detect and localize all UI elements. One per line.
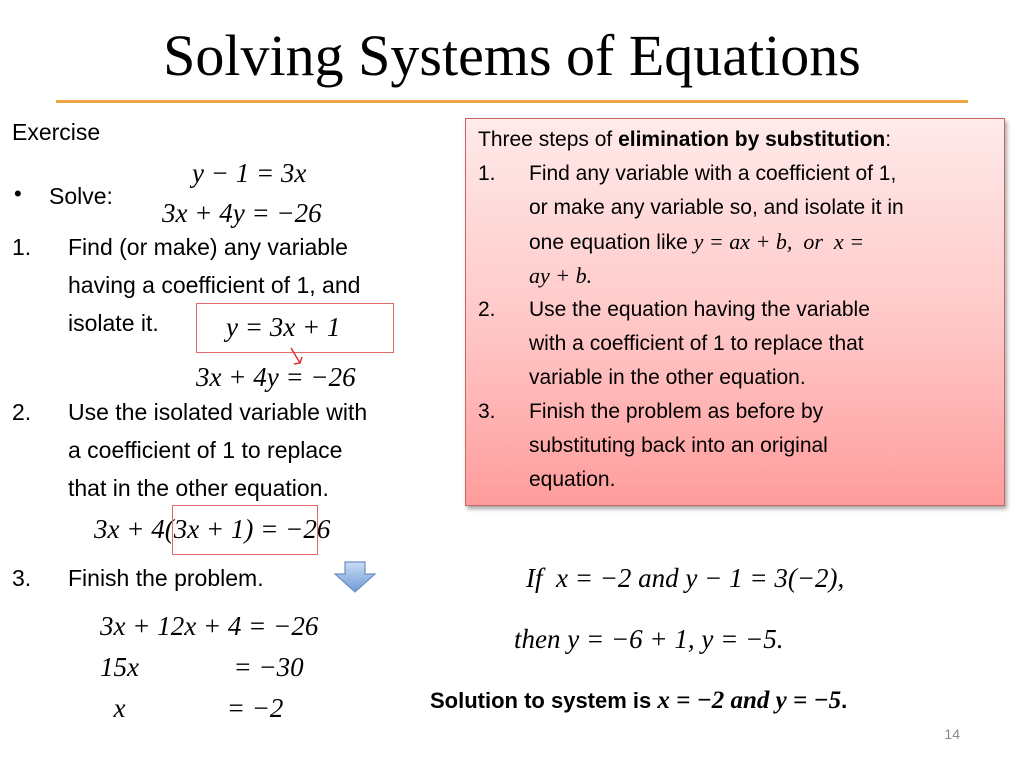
solve-label: Solve:: [49, 183, 113, 209]
panel-intro-post: :: [885, 128, 892, 151]
step-2-line-3: that in the other equation.: [68, 475, 329, 501]
panel-intro-bold: elimination by substitution: [618, 128, 886, 151]
step-3-number: 3.: [12, 565, 32, 591]
panel-item-1-line-3: [529, 225, 864, 260]
panel-item-3-number: 3.: [478, 400, 496, 423]
slide-number: 14: [944, 726, 960, 742]
down-arrow-icon: [332, 560, 378, 594]
step-3-line-1: Finish the problem.: [68, 565, 264, 591]
panel-intro-pre: Three steps of: [478, 128, 619, 151]
step-1-line-3: isolate it.: [68, 310, 159, 336]
substitution-box: [172, 505, 318, 555]
panel-item-1-line-3-math: y = ax + b, or x =: [693, 229, 865, 254]
system-equation-2: 3x + 4y = −26: [162, 198, 322, 228]
isolated-equation: y = 3x + 1: [226, 312, 341, 342]
panel-item-3-line-2: substituting back into an original: [529, 434, 828, 457]
solution-statement: [430, 684, 847, 718]
bullet-dot: •: [14, 181, 22, 206]
substituted-equation: 3x + 4(3x + 1) = −26: [94, 514, 331, 544]
panel-item-1-line-4: ay + b.: [529, 263, 593, 288]
work-line-1: 3x + 12x + 4 = −26: [100, 611, 319, 641]
panel-item-1-number: 1.: [478, 162, 496, 185]
panel-item-3-line-3: equation.: [529, 468, 616, 491]
other-equation: 3x + 4y = −26: [196, 362, 356, 392]
work-line-2: 15x = −30: [100, 652, 304, 682]
panel-item-1-line-2: or make any variable so, and isolate it in: [529, 196, 904, 219]
step-2-number: 2.: [12, 399, 32, 425]
panel-item-2-line-1: Use the equation having the variable: [529, 298, 870, 321]
system-equation-1: y − 1 = 3x: [192, 158, 307, 188]
title-underline: [56, 100, 968, 103]
slide-title: Solving Systems of Equations: [163, 23, 861, 88]
panel-item-1-line-1: Find any variable with a coefficient of 1,: [529, 162, 897, 185]
panel-item-2-number: 2.: [478, 298, 496, 321]
step-1-line-1: Find (or make) any variable: [68, 234, 348, 260]
solution-suffix: .: [841, 688, 848, 713]
steps-panel: [465, 118, 1005, 506]
step-1-number: 1.: [12, 234, 32, 260]
work-line-3: x = −2: [100, 693, 284, 723]
back-substitution-line-1: If x = −2 and y − 1 = 3(−2),: [526, 563, 845, 593]
panel-item-2-line-2: with a coefficient of 1 to replace that: [529, 332, 864, 355]
panel-item-2-line-3: variable in the other equation.: [529, 366, 806, 389]
step-2-line-1: Use the isolated variable with: [68, 399, 368, 425]
panel-intro: [478, 123, 891, 157]
solution-prefix: Solution to system is: [430, 688, 658, 713]
back-substitution-line-2: then y = −6 + 1, y = −5.: [514, 624, 784, 654]
step-2-line-2: a coefficient of 1 to replace: [68, 437, 343, 463]
solution-math: x = −2 and y = −5: [657, 687, 842, 714]
panel-item-1-line-3-text: one equation like: [529, 231, 694, 254]
step-1-line-2: having a coefficient of 1, and: [68, 272, 361, 298]
exercise-label: Exercise: [12, 119, 101, 145]
panel-item-3-line-1: Finish the problem as before by: [529, 400, 824, 423]
